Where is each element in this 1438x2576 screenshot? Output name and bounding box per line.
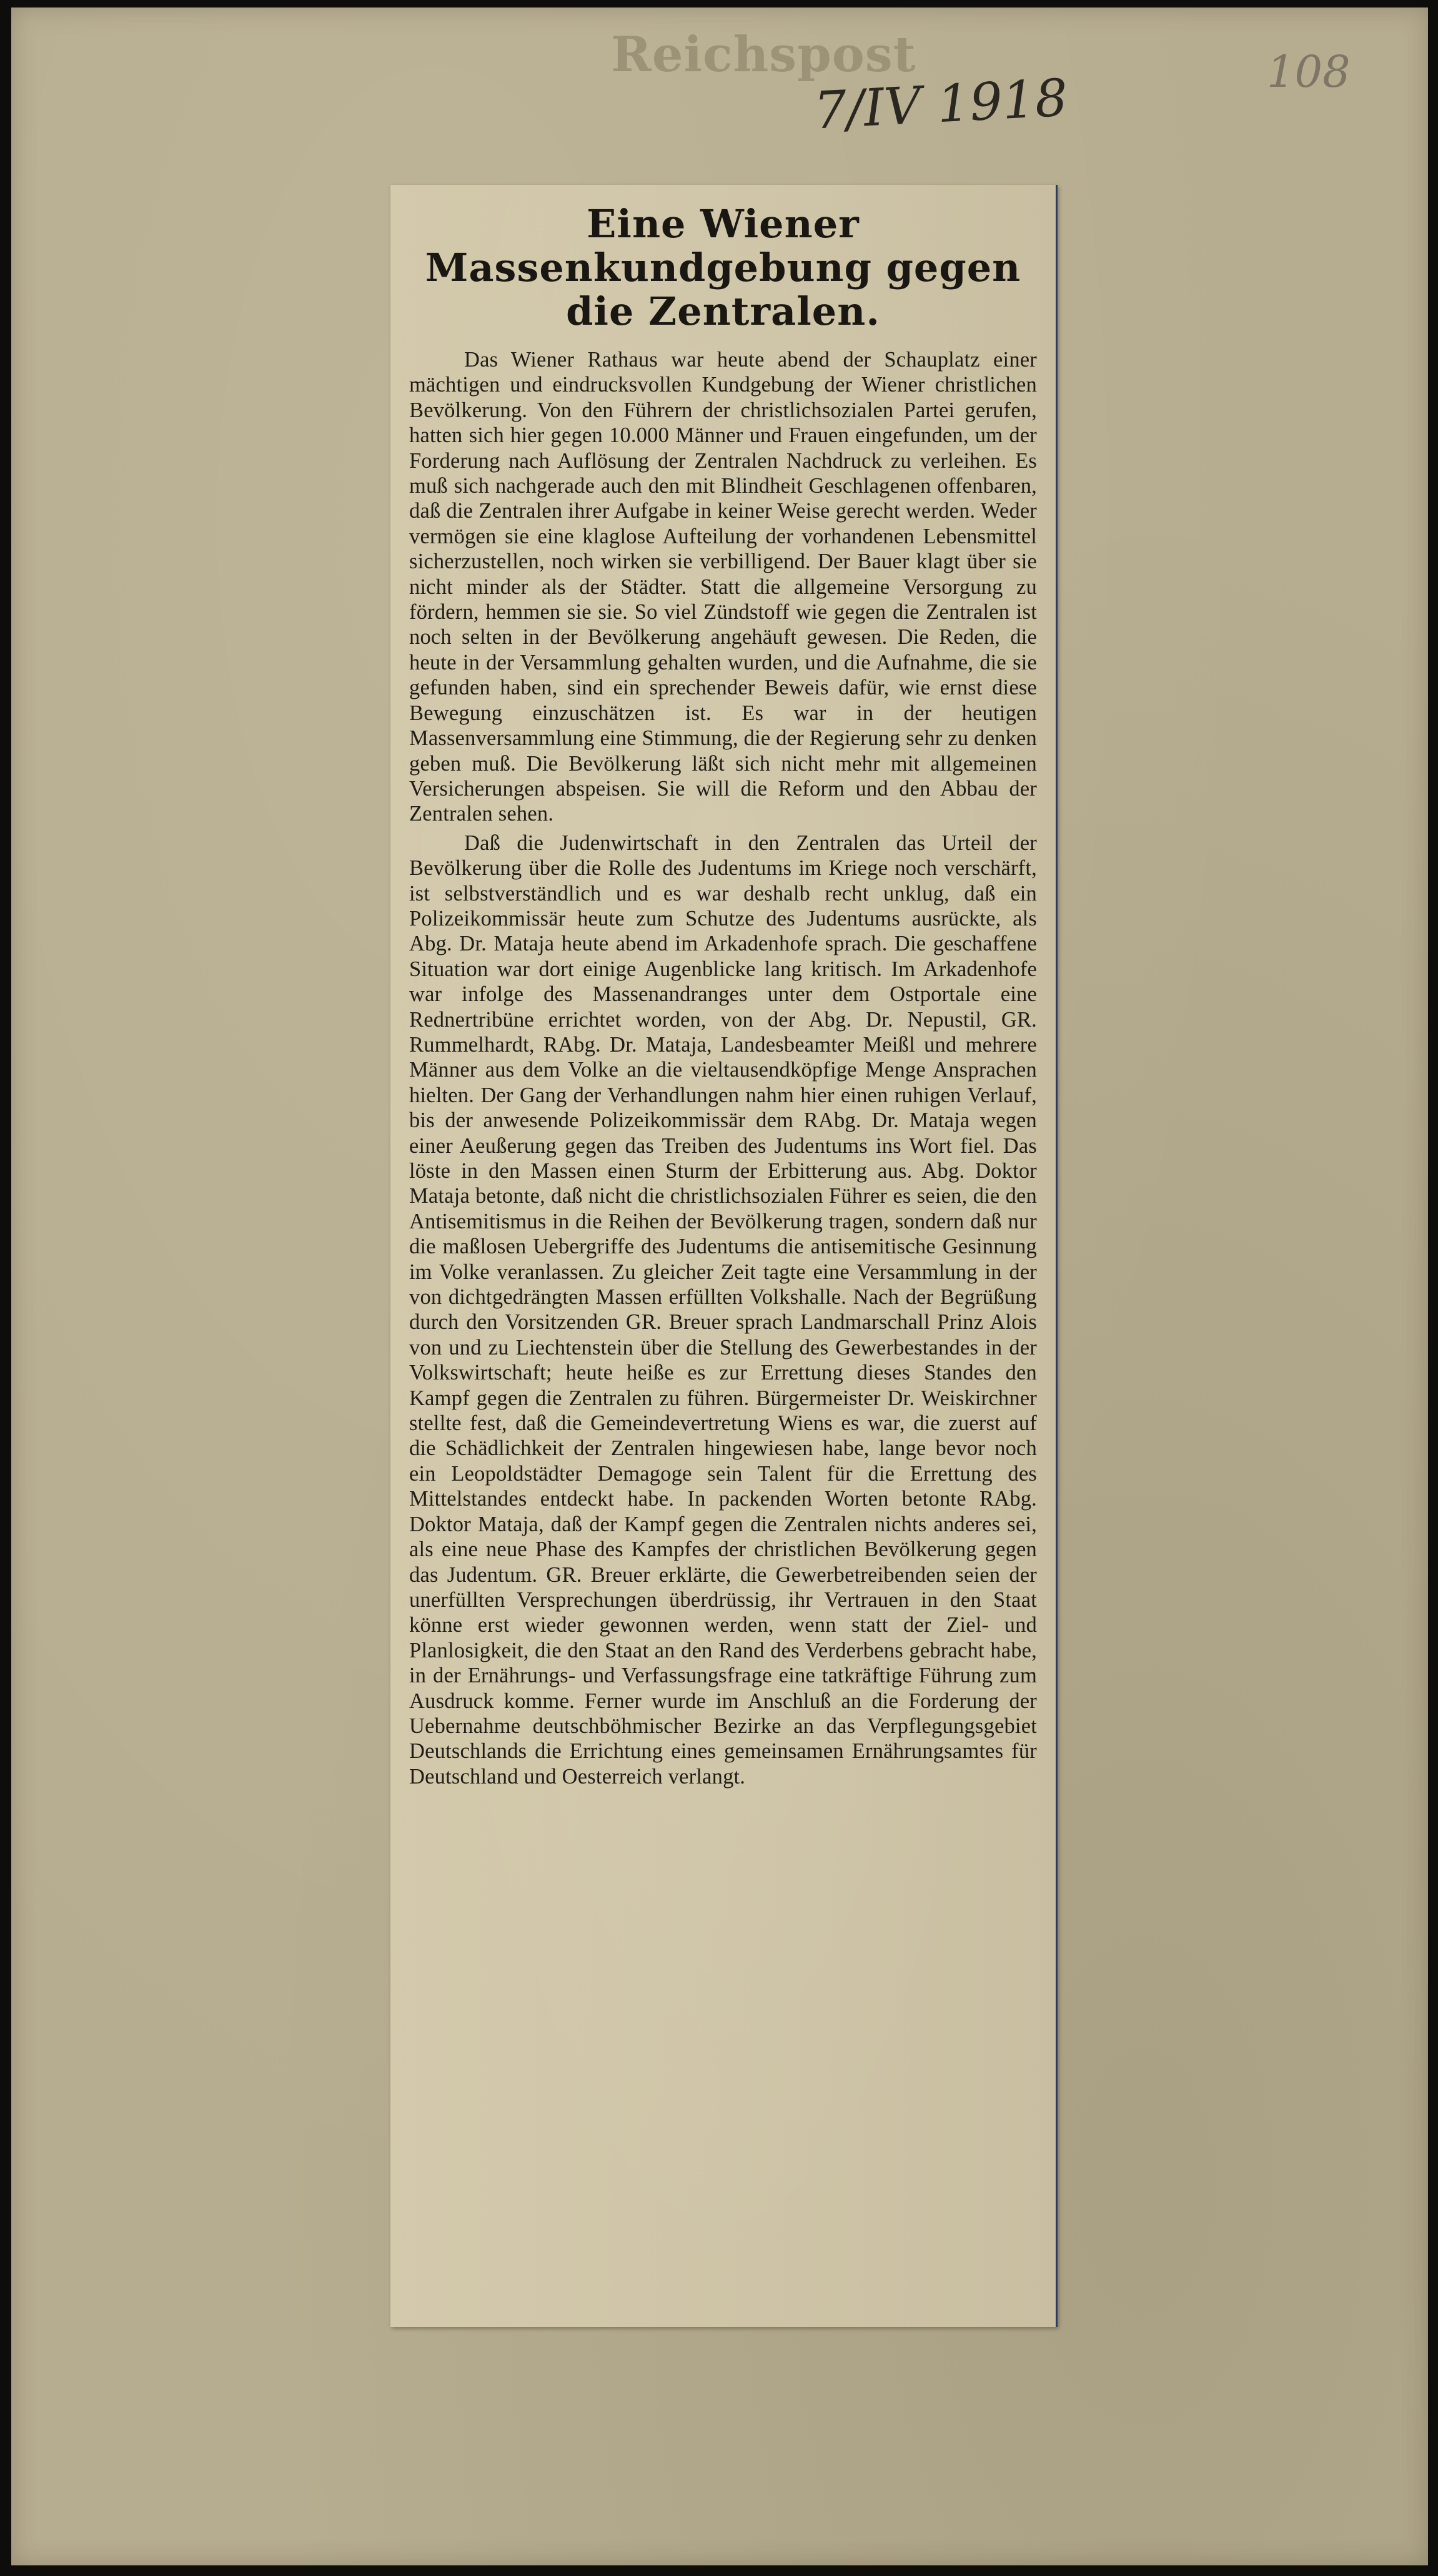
newspaper-clipping [390,185,1058,2327]
folio-number: 108 [1267,46,1351,97]
newspaper-source-stamp: Reichspost [611,26,916,83]
article-paragraph-1: Das Wiener Rathaus war heute abend der Schauplatz einer mächtigen und eindrucksvollen Kundgebung der Wiener christlichen Bevölkerung. Von den Führern der christlichsozialen Partei gerufen, hatten sich hier gegen 10.000 Männer und Frauen eingefunden, um der Forderung nach Auflösung der Zentralen Nachdruck zu verleihen. Es muß sich nachgerade auch den mit Blindheit Geschlagenen offenbaren, daß die Zentralen ihrer Aufgabe in keiner Weise gerecht werden. Weder vermögen sie eine klaglose Aufteilung der vorhandenen Lebensmittel sicherzustellen, noch wirken sie verbilligend. Der Bauer klagt über sie nicht minder als der Städter. Statt die allgemeine Versorgung zu fördern, hemmen sie sie. So viel Zündstoff wie gegen die Zentralen ist noch selten in der Bevölkerung angehäuft gewesen. Die Reden, die heute in der Versammlung gehalten wurden, und die Aufnahme, die sie gefunden haben, sind ein sprechender Beweis dafür, wie ernst diese Bewegung einzuschätzen ist. Es war in der heutigen Massenversammlung eine Stimmung, die der Regierung sehr zu denken geben muß. Die Bevölkerung läßt sich nicht mehr mit allgemeinen Versicherungen abspeisen. Sie will die Reform und den Abbau der Zentralen sehen. [409,348,1037,826]
handwritten-date: 7/IV 1918 [812,68,1069,141]
article-headline: Eine Wiener Massenkundgebung gegen die Zentralen. [425,201,1021,334]
article-paragraph-2: Daß die Judenwirtschaft in den Zentralen das Urteil der Bevölkerung über die Rolle des Judentums im Kriege noch verschärft, ist selbstverständlich und es war deshalb recht unklug, daß ein Polizeikommissär heute zum Schutze des Judentums ausrückte, als Abg. Dr. Mataja heute abend im Arkadenhofe sprach. Die geschaffene Situation war dort einige Augenblicke lang kritisch. Im Arkadenhofe war infolge des Massenandranges unter dem Ostportale eine Rednertribüne errichtet worden, von der Abg. Dr. Nepustil, GR. Rummelhardt, RAbg. Dr. Mataja, Landesbeamter Meißl und mehrere Männer aus dem Volke an die vieltausendköpfige Menge Ansprachen hielten. Der Gang der Verhandlungen nahm hier einen ruhigen Verlauf, bis der anwesende Polizeikommissär dem RAbg. Dr. Mataja wegen einer Aeußerung gegen das Treiben des Judentums ins Wort fiel. Das löste in den Massen einen Sturm der Erbitterung aus. Abg. Doktor Mataja betonte, daß nicht die christlichsozialen Führer es seien, die den Antisemitismus in die Reihen der Bevölkerung tragen, sondern daß nur die maßlosen Uebergriffe des Judentums die antisemitische Gesinnung im Volke veranlassen. Zu gleicher Zeit tagte eine Versammlung in der von dichtgedrängten Massen erfüllten Volkshalle. Nach der Begrüßung durch den Vorsitzenden GR. Breuer sprach Landmarschall Prinz Alois von und zu Liechtenstein über die Stellung des Gewerbestandes in der Volkswirtschaft; heute heiße es zur Errettung dieses Standes den Kampf gegen die Zentralen zu führen. Bürgermeister Dr. Weiskirchner stellte fest, daß die Gemeindevertretung Wiens es war, die zuerst auf die Schädlichkeit der Zentralen hingewiesen habe, lange bevor noch ein Leopoldstädter Demagoge sein Talent für die Errettung des Mittelstandes entdeckt habe. In packenden Worten betonte RAbg. Doktor Mataja, daß der Kampf gegen die Zentralen nichts anderes sei, als eine neue Phase des Kampfes der christlichen Bevölkerung gegen das Judentum. GR. Breuer erklärte, die Gewerbetreibenden seien der unerfüllten Versprechungen überdrüssig, ihr Vertrauen in den Staat könne erst wieder gewonnen werden, wenn statt der Ziel- und Planlosigkeit, die den Staat an den Rand des Verderbens gebracht habe, in der Ernährungs- und Verfassungsfrage eine tatkräftige Führung zum Ausdruck komme. Ferner wurde im Anschluß an die Forderung der Uebernahme deutschböhmischer Bezirke an das Verpflegungsgebiet Deutschlands die Errichtung eines gemeinsamen Ernährungsamtes für Deutschland und Oesterreich verlangt. [409,831,1037,1789]
